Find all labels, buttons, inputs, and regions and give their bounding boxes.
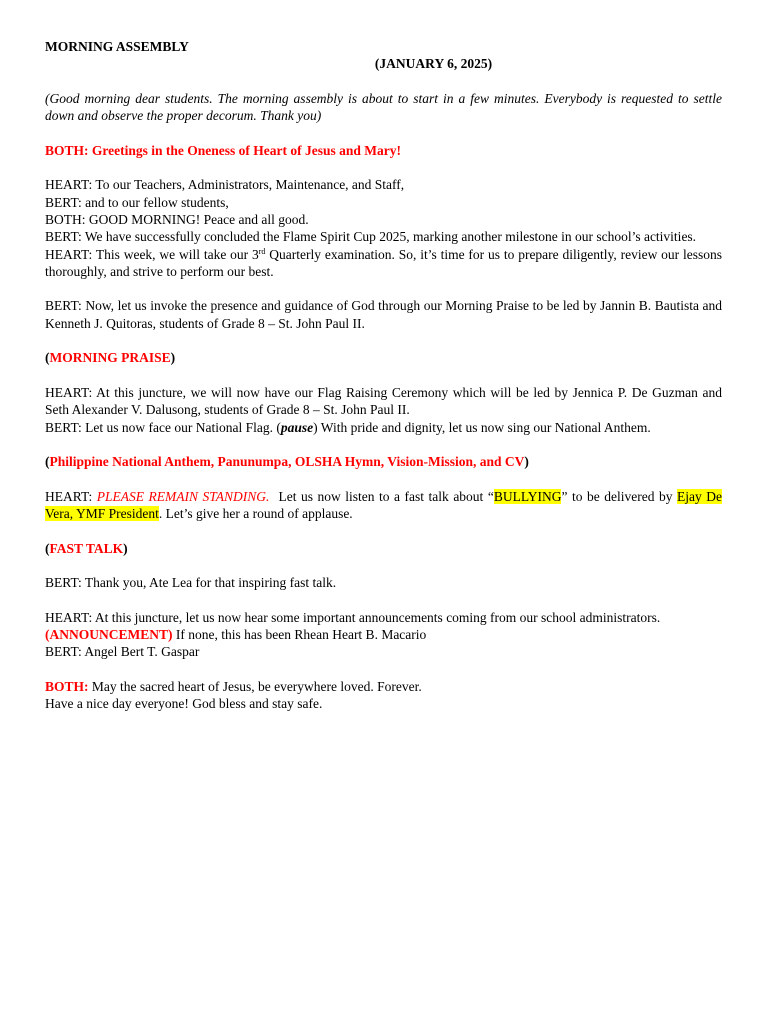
- script-text: ) With pride and dignity, let us now sing our National Anthem.: [313, 419, 651, 435]
- intro-paragraph: (Good morning dear students. The morning assembly is about to start in a few minutes. Everybody is requested to settle down and observe the proper decorum. Thank you): [45, 90, 722, 124]
- script-text: . Let’s give her a round of applause.: [158, 506, 353, 522]
- script-line: BERT: We have successfully concluded the Flame Spirit Cup 2025, marking another milestone in our school’s activities.: [45, 229, 697, 245]
- speaker-label: HEART:: [45, 488, 97, 504]
- cue-fast-talk: (FAST TALK): [45, 540, 128, 556]
- pause-cue: pause: [280, 419, 314, 435]
- flag-block: [45, 384, 722, 436]
- cue-anthem: (Philippine National Anthem, Panunumpa, OLSHA Hymn, Vision-Mission, and CV): [45, 454, 529, 470]
- fasttalk-intro: [45, 488, 722, 523]
- document-date: (JANUARY 6, 2025): [374, 56, 493, 72]
- speaker-label: BOTH:: [45, 678, 89, 694]
- greeting-line: BOTH: Greetings in the Oneness of Heart of Jesus and Mary!: [45, 142, 401, 158]
- presenter-highlight: Ejay De Vera, YMF President: [45, 488, 723, 522]
- script-line: [45, 246, 722, 281]
- script-text: BERT: Let us now face our National Flag. (: [45, 419, 281, 435]
- script-line: HEART: At this juncture, let us now hear some important announcements coming from our school administrators.: [45, 609, 661, 625]
- stand-instruction: PLEASE REMAIN STANDING.: [96, 488, 270, 504]
- script-line: [45, 626, 722, 643]
- cue-label: FAST TALK: [49, 540, 124, 556]
- document-title: MORNING ASSEMBLY: [45, 39, 189, 54]
- opening-block: [45, 176, 722, 280]
- script-text: ” to be delivered by: [561, 488, 678, 504]
- cue-announcement: (ANNOUNCEMENT): [45, 627, 173, 643]
- cue-morning-praise: (MORNING PRAISE): [45, 350, 176, 366]
- script-line: Have a nice day everyone! God bless and stay safe.: [45, 696, 323, 712]
- cue-label: MORNING PRAISE: [49, 350, 171, 366]
- closing-block: [45, 678, 722, 713]
- ordinal-suffix: rd: [258, 246, 266, 256]
- topic-highlight: BULLYING: [493, 488, 562, 504]
- script-line: BERT: Angel Bert T. Gaspar: [45, 644, 200, 660]
- script-text: May the sacred heart of Jesus, be everywhere loved. Forever.: [88, 678, 422, 694]
- thanks-line: BERT: Thank you, Ate Lea for that inspiring fast talk.: [45, 575, 337, 591]
- cue-label: Philippine National Anthem, Panunumpa, OLSHA Hymn, Vision-Mission, and CV: [49, 454, 525, 470]
- script-text: Quarterly examination. So, it’s time for us to prepare diligently, review our lessons thoroughly, and strive to perform our best.: [45, 246, 722, 279]
- praise-intro: BERT: Now, let us invoke the presence and guidance of God through our Morning Praise to be led by Jannin B. Bautista and Kenneth J. Quitoras, students of Grade 8 – St. John Paul II.: [45, 298, 722, 331]
- document-page: [45, 38, 722, 713]
- script-line: [45, 678, 722, 695]
- script-text: Let us now listen to a fast talk about “: [269, 488, 494, 504]
- script-text: If none, this has been Rhean Heart B. Macario: [172, 627, 427, 643]
- script-line: HEART: To our Teachers, Administrators, Maintenance, and Staff,: [45, 177, 405, 193]
- script-text: HEART: This week, we will take our 3: [45, 246, 259, 262]
- announcement-block: [45, 609, 722, 661]
- script-line: BERT: and to our fellow students,: [45, 194, 229, 210]
- script-line: [45, 419, 722, 436]
- script-line: HEART: At this juncture, we will now have our Flag Raising Ceremony which will be led by Jennica P. De Guzman and Seth Alexander V. Dalusong, students of Grade 8 – St. John Paul II.: [45, 384, 722, 418]
- script-line: BOTH: GOOD MORNING! Peace and all good.: [45, 211, 309, 227]
